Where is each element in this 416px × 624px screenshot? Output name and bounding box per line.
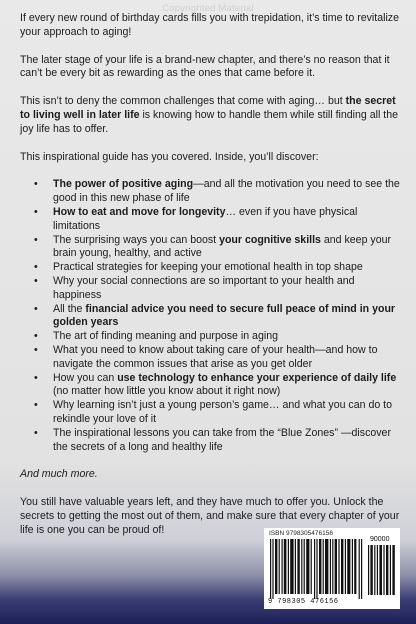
bullet-dot: • [34, 371, 38, 384]
list-item-text: … even if you have physical limitations [53, 205, 358, 232]
list-item-bold: The power of positive aging [53, 178, 194, 191]
bullet-dot: • [34, 330, 38, 343]
list-item [34, 206, 401, 234]
list-item-text: The art of finding meaning and purpose in aging [53, 330, 278, 343]
list-item-text: How you can [53, 371, 118, 384]
list-item-text: What you need to know about taking care of your health—and how to navigate the common issues that arise as you get older [53, 343, 378, 370]
list-item [34, 234, 401, 262]
bullet-dot: • [34, 233, 38, 246]
list-item [34, 399, 401, 427]
closing-paragraph: You still have valuable years left, and they have much to offer you. Unlock the secrets to getting the most out of them, and make sure that every chapter of your life is one you can be proud of! [20, 496, 400, 536]
list-item [34, 275, 401, 303]
list-item-bold: your cognitive skills [219, 233, 321, 246]
list-item [34, 303, 401, 331]
list-item [34, 330, 401, 344]
price-code: 90000 [370, 536, 390, 543]
bullet-dot: • [34, 302, 38, 315]
bullet-dot: • [34, 399, 38, 412]
list-item-bold: use technology to enhance your experience of daily life [117, 371, 397, 384]
bullet-dot: • [34, 205, 38, 218]
much-more-line: And much more. [20, 468, 98, 481]
feature-list [20, 178, 401, 454]
list-item-text: The surprising ways you can boost [53, 233, 220, 246]
isbn-barcode [264, 528, 400, 609]
back-cover-text [20, 12, 401, 552]
challenges-paragraph [20, 95, 401, 136]
bullet-dot: • [34, 261, 38, 274]
bullet-dot: • [34, 343, 38, 356]
list-item-text: Why learning isn’t just a young person’s game… and what you can do to rekindle your love of it [53, 399, 392, 425]
intro-paragraph: If every new round of birthday cards fills you with trepidation, it’s time to revitalize your approach to aging! [20, 12, 399, 38]
isbn-label: ISBN 9798305476156 [269, 530, 333, 537]
list-item [34, 427, 401, 455]
copyright-watermark: Copyrighted Material [162, 3, 254, 14]
list-item [34, 372, 401, 400]
list-item-text: The inspirational lessons you can take from the “Blue Zones” —discover the secrets of a long and healthy life [53, 426, 391, 453]
challenges-text-end: is knowing how to handle them while still finding all the joy life has to offer. [20, 108, 399, 135]
list-item-text: and keep your brain young, healthy, and active [53, 233, 392, 260]
list-item-bold: financial advice you need to secure full peace of mind in your golden years [53, 302, 396, 329]
list-item [34, 178, 401, 206]
list-item-text: (no matter how little you know about it right now) [53, 385, 281, 398]
secret-highlight: the secret to living well in later life [20, 95, 396, 121]
list-item-text: Practical strategies for keeping your emotional health in top shape [53, 261, 363, 274]
barcode-bars-icon [270, 539, 364, 599]
bullet-dot: • [34, 426, 38, 439]
addon-barcode-bars-icon [368, 545, 396, 595]
list-item [34, 261, 401, 275]
bullet-dot: • [34, 274, 38, 287]
barcode-digits: 9 798305 476156 [268, 598, 339, 606]
list-item-text: Why your social connections are so important to your health and happiness [53, 274, 355, 301]
chapter-paragraph: The later stage of your life is a brand-new chapter, and there’s no reason that it can’t be every bit as rewarding as the ones that came before it. [20, 53, 390, 80]
list-item-text: All the [53, 302, 86, 315]
list-item-text: —and all the motivation you need to see the good in this new phase of life [53, 178, 400, 205]
list-item-bold: How to eat and move for longevity [53, 205, 226, 218]
guide-intro-paragraph: This inspirational guide has you covered. Inside, you’ll discover: [20, 150, 319, 163]
list-item [34, 344, 401, 372]
challenges-text-start: This isn’t to deny the common challenges that come with aging… but [20, 95, 346, 108]
bullet-dot: • [34, 178, 38, 191]
